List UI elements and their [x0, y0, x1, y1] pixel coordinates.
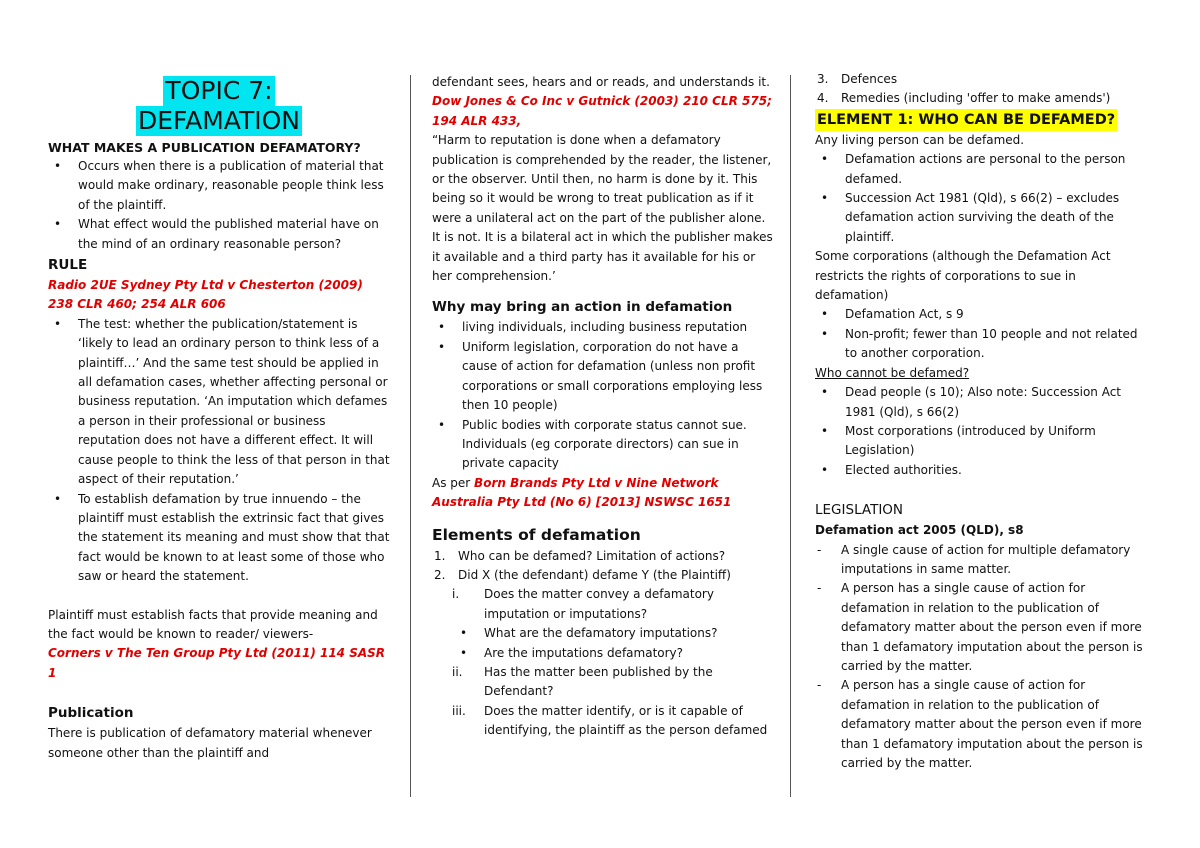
bullet-icon: •	[54, 491, 62, 506]
list-item: • living individuals, including business reputation	[432, 318, 774, 337]
gutnick-case-citation: Dow Jones & Co Inc v Gutnick (2003) 210 CLR 575; 194 ALR 433,	[432, 94, 772, 128]
born-brands-case-citation: Born Brands Pty Ltd v Nine Network Australia Pty Ltd (No 6) [2013] NSWSC 1651	[432, 475, 732, 510]
list-item: - A person has a single cause of action for defamation in relation to the publication of defamatory matter about the person even if more than 1 defamatory imputation about the person is carried by the matter.	[817, 678, 1143, 770]
publication-continued: defendant sees, hears and or reads, and understands it.	[432, 75, 770, 89]
gutnick-quote: “Harm to reputation is done when a defamatory publication is comprehended by the reader, the listener, or the observer. Until then, no harm is done by it. This being so it would be wrong to treat publication as if it were a unilateral act on the part of the publisher alone. It is not. It is a bilateral act in which the publisher makes it available and a third party has it available for his or her comprehension.’	[432, 133, 773, 284]
rule-case-citation: Radio 2UE Sydney Pty Ltd v Chesterton (2009) 238 CLR 460; 254 ALR 606	[48, 278, 363, 312]
list-item: • The test: whether the publication/statement is ‘likely to lead an ordinary person to think less of a plaintiff…’ And the same test should be applied in all defamation cases, whether affecting personal or business reputation. ‘An imputation which defames a person in their professional or business reputation does not have a different effect. It will cause people to think the less of that person in that aspect of their reputation.’	[54, 316, 390, 487]
bullet-icon: •	[821, 462, 829, 477]
bullet-icon: •	[54, 316, 62, 331]
elements-heading: Elements of defamation	[432, 525, 641, 544]
bullet-icon: •	[438, 417, 446, 432]
bullet-icon: •	[821, 307, 829, 322]
sub-elements-list-cont	[432, 663, 774, 741]
cannot-bullet-list	[815, 383, 1145, 480]
act-heading: Defamation act 2005 (QLD), s8	[815, 523, 1024, 538]
column-3	[815, 70, 1145, 773]
bullet-icon: •	[54, 217, 62, 232]
corners-case-citation: Corners v The Ten Group Pty Ltd (2011) 114 SASR 1	[48, 646, 386, 680]
topic-title-line2: DEFAMATION	[138, 106, 300, 135]
bullet-icon: •	[821, 152, 829, 167]
column-2	[432, 73, 774, 741]
topic-title-line1: TOPIC 7:	[165, 76, 273, 105]
list-item: • Non-profit; fewer than 10 people and not related to another corporation.	[821, 326, 1138, 361]
list-item: • Succession Act 1981 (Qld), s 66(2) – excludes defamation action surviving the death of the plaintiff.	[821, 191, 1120, 244]
bullet-icon: •	[821, 423, 829, 438]
topic-title	[48, 76, 390, 136]
plaintiff-paragraph: Plaintiff must establish facts that provide meaning and the fact would be known to reader/ viewers- Corners v The Ten Group Pty Ltd (2011) 114 SASR 1	[48, 607, 386, 680]
list-item: • Dead people (s 10); Also note: Succession Act 1981 (Qld), s 66(2)	[821, 385, 1121, 419]
element-1-heading: ELEMENT 1: WHO CAN BE DEFAMED?	[815, 109, 1117, 131]
bullet-icon: •	[438, 339, 446, 354]
list-item: 3. Defences	[817, 72, 898, 86]
why-action-heading: Why may bring an action in defamation	[432, 299, 733, 316]
why-bullet-list	[432, 318, 774, 473]
column-divider-right	[790, 75, 791, 797]
list-item: ii. Has the matter been published by the Defendant?	[452, 664, 713, 699]
living-bullet-list	[815, 150, 1145, 247]
rule-heading: RULE	[48, 257, 88, 274]
list-item: • Defamation Act, s 9	[815, 305, 1145, 324]
list-item: • Elected authorities.	[815, 461, 1145, 480]
elements-list	[432, 547, 774, 586]
list-item: • Public bodies with corporate status cannot sue. Individuals (eg corporate directors) can sue in private capacity	[438, 417, 747, 471]
bullet-icon: •	[54, 159, 62, 173]
corporations-bullet-list	[815, 305, 1145, 363]
bullet-icon: •	[438, 320, 446, 335]
list-item: iii. Does the matter identify, or is it capable of identifying, the plaintiff as the person defamed	[452, 703, 768, 738]
legislation-heading: LEGISLATION	[815, 502, 904, 519]
as-per-paragraph: As per Born Brands Pty Ltd v Nine Network Australia Pty Ltd (No 6) [2013] NSWSC 1651	[432, 475, 732, 510]
legislation-dash-list	[815, 541, 1145, 774]
column-divider-left	[410, 75, 411, 797]
bullet-icon: •	[821, 326, 829, 341]
list-item: i. Does the matter convey a defamatory imputation or imputations?	[452, 587, 714, 621]
publication-text: There is publication of defamatory material whenever someone other than the plaintiff and	[48, 726, 372, 760]
any-living-text: Any living person can be defamed.	[815, 132, 1025, 147]
rule-bullet-list	[48, 315, 390, 587]
sub-elements-list	[432, 585, 774, 624]
list-item: 1. Who can be defamed? Limitation of actions?	[434, 548, 726, 563]
corporations-text: Some corporations (although the Defamation Act restricts the rights of corporations to sue in defamation)	[815, 249, 1111, 303]
sub-i-bullet-list	[454, 624, 774, 663]
publication-heading: Publication	[48, 705, 134, 722]
list-item: - A person has a single cause of action for defamation in relation to the publication of defamatory matter about the person even if more than 1 defamatory imputation about the person is carried by the matter.	[817, 581, 1143, 673]
bullet-icon: •	[460, 626, 468, 641]
elements-list-cont	[815, 70, 1145, 109]
list-item: • Most corporations (introduced by Uniform Legislation)	[821, 423, 1096, 458]
list-item: - A single cause of action for multiple defamatory imputations in same matter.	[817, 542, 1131, 576]
list-item: • Are the imputations defamatory?	[454, 644, 774, 663]
list-item: • Occurs when there is a publication of material that would make ordinary, reasonable people think less of the plaintiff.	[54, 159, 384, 212]
list-item: • Uniform legislation, corporation do not have a cause of action for defamation (unless non profit corporations or small corporations employing less then 10 people)	[438, 339, 763, 413]
intro-bullet-list	[48, 157, 390, 254]
bullet-icon: •	[460, 645, 468, 660]
list-item: • What effect would the published material have on the mind of an ordinary reasonable person?	[54, 217, 379, 251]
section-heading-defamatory: WHAT MAKES A PUBLICATION DEFAMATORY?	[48, 140, 361, 155]
cannot-be-defamed-heading: Who cannot be defamed?	[815, 365, 970, 380]
list-item: 2. Did X (the defendant) defame Y (the Plaintiff)	[434, 567, 731, 582]
bullet-icon: •	[821, 385, 829, 400]
list-item: • Defamation actions are personal to the person defamed.	[821, 152, 1126, 186]
bullet-icon: •	[821, 191, 829, 206]
list-item: 4. Remedies (including 'offer to make amends')	[817, 91, 1111, 106]
column-1	[48, 70, 390, 763]
list-item: • What are the defamatory imputations?	[454, 624, 774, 643]
list-item: • To establish defamation by true innuendo – the plaintiff must establish the extrinsic fact that gives the statement its meaning and must show that that fact would be known to at least some of those who saw or heard the statement.	[54, 491, 390, 584]
